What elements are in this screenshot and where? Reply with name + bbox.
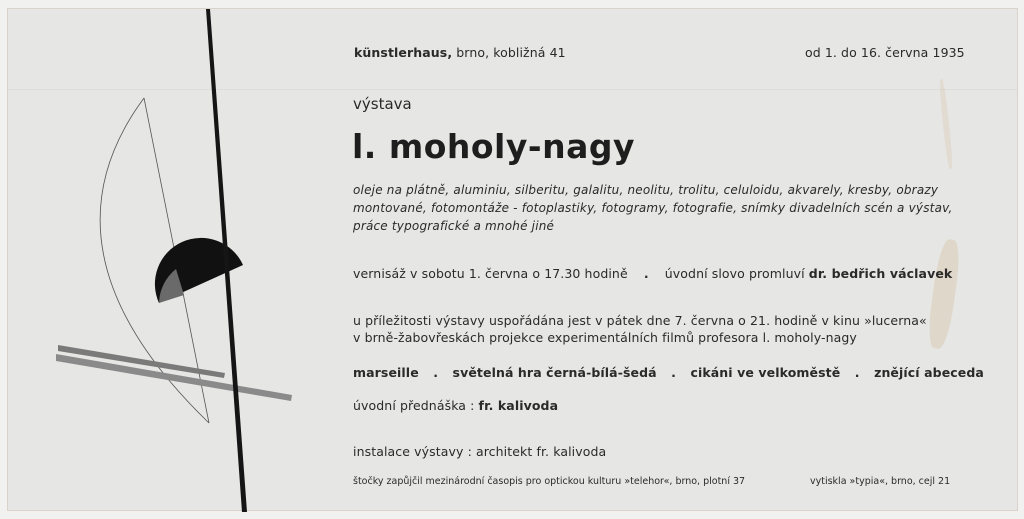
printer-credit: vytiskla »typia«, brno, cejl 21 xyxy=(810,476,951,487)
paper-stain xyxy=(938,79,953,169)
film-list xyxy=(353,365,984,380)
exhibition-dates: od 1. do 16. června 1935 xyxy=(805,45,965,60)
lecture-line xyxy=(353,398,558,413)
opening-line xyxy=(353,266,952,281)
venue xyxy=(354,45,566,60)
separator: . xyxy=(643,266,649,281)
kicker: výstava xyxy=(353,95,412,113)
grey-bar-long xyxy=(56,354,292,401)
works-line: oleje na plátně, aluminiu, silberitu, galalitu, neolitu, trolitu, celuloidu, akvarely, kresby, obrazy xyxy=(353,183,939,197)
paper-stain xyxy=(925,238,962,350)
separator: . xyxy=(854,365,860,380)
venue-name: künstlerhaus, xyxy=(354,45,453,60)
artist-title: l. moholy-nagy xyxy=(352,127,635,166)
works-line: montované, fotomontáže - fotoplastiky, fotogramy, fotografie, snímky divadelních scén a výstav, xyxy=(353,201,953,215)
printing-blocks-credit: štočky zapůjčil mezinárodní časopis pro optickou kulturu »telehor«, brno, plotní 37 xyxy=(353,476,746,487)
opening-text: vernisáž v sobotu 1. června o 17.30 hodině xyxy=(353,266,628,281)
film-title: světelná hra černá-bílá-šedá xyxy=(452,365,657,380)
film-title: cikáni ve velkoměstě xyxy=(690,365,841,380)
screening-line: u příležitosti výstavy uspořádána jest v pátek dne 7. června o 21. hodině v kinu »lucerna« xyxy=(353,313,927,328)
installation-credit: instalace výstavy : architekt fr. kalivoda xyxy=(353,444,607,459)
invitation-card xyxy=(7,8,1018,511)
works-line: práce typografické a mnohé jiné xyxy=(353,219,555,233)
speaker-name: dr. bedřich václavek xyxy=(808,266,953,281)
speech-label: úvodní slovo promluví xyxy=(664,266,805,281)
separator: . xyxy=(671,365,677,380)
screening-line: v brně-žabovřeskách projekce experimentálních filmů profesora l. moholy-nagy xyxy=(353,330,857,345)
lecture-speaker: fr. kalivoda xyxy=(478,398,559,413)
venue-address: brno, kobližná 41 xyxy=(456,45,566,60)
film-title: znějící abeceda xyxy=(874,365,984,380)
separator: . xyxy=(433,365,439,380)
film-title: marseille xyxy=(353,365,419,380)
lecture-label: úvodní přednáška : xyxy=(353,398,475,413)
constructivist-artwork xyxy=(8,9,328,512)
